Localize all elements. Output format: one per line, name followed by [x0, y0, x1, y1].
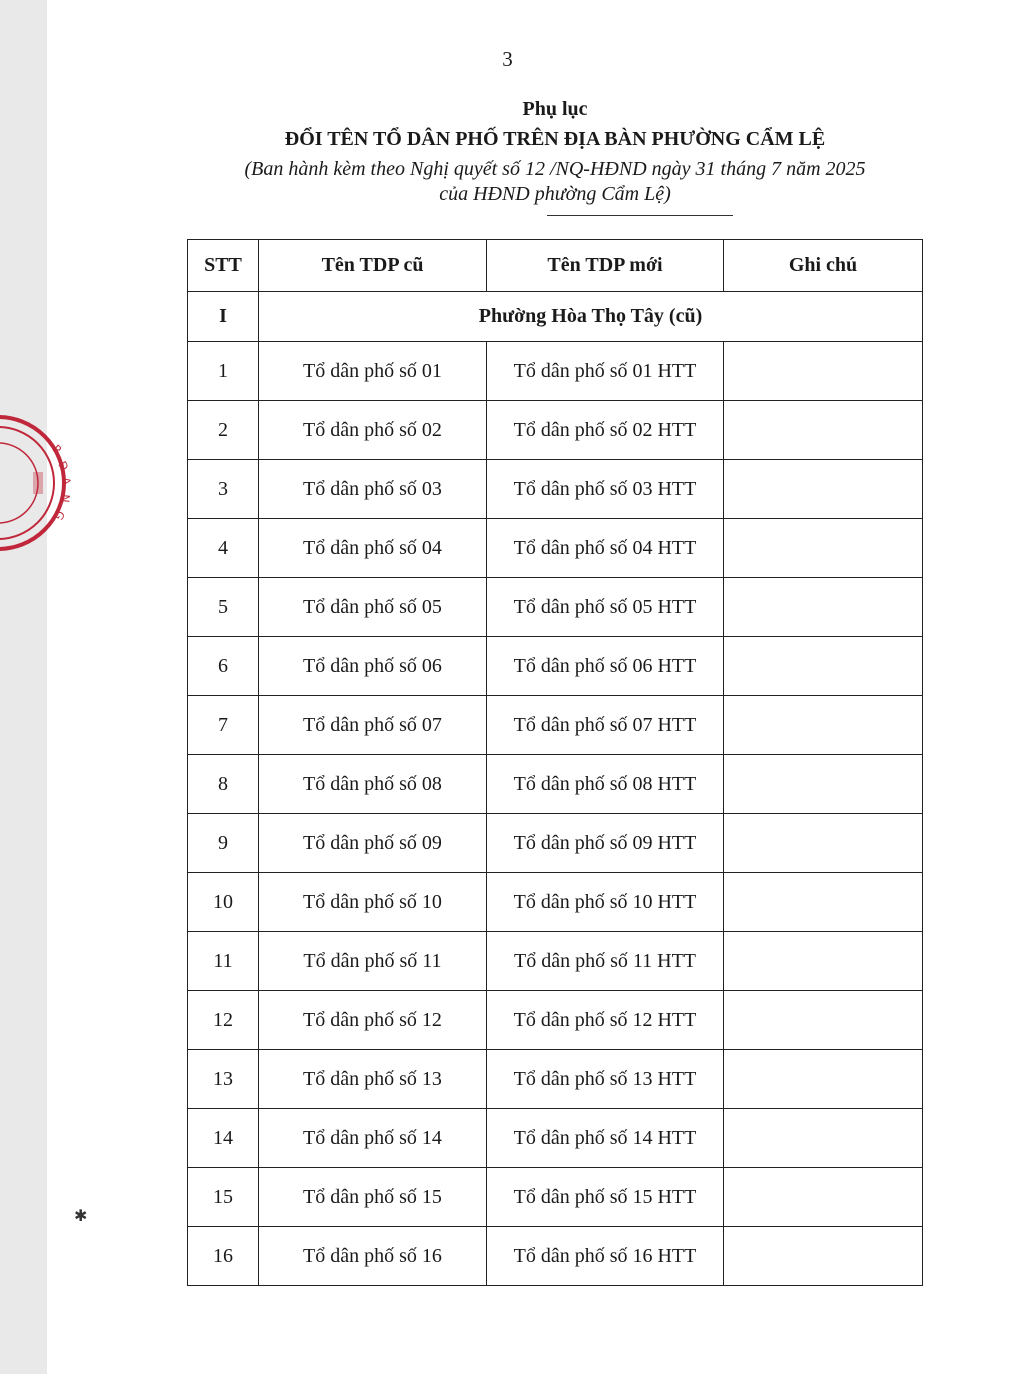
row-stt: 7 [188, 696, 259, 755]
row-old-name: Tổ dân phố số 07 [259, 696, 487, 755]
svg-text:Đ: Đ [55, 459, 71, 473]
row-stt: 8 [188, 755, 259, 814]
row-new-name: Tổ dân phố số 14 HTT [487, 1109, 724, 1168]
row-stt: 6 [188, 637, 259, 696]
row-note [724, 1168, 923, 1227]
header-note: Ghi chú [724, 240, 923, 292]
row-new-name: Tổ dân phố số 15 HTT [487, 1168, 724, 1227]
row-old-name: Tổ dân phố số 06 [259, 637, 487, 696]
appendix-label: Phụ lục [522, 98, 588, 120]
document-subtitle-line2: của HĐND phường Cẩm Lệ) [439, 183, 671, 205]
row-stt: 15 [188, 1168, 259, 1227]
header-stt: STT [188, 240, 259, 292]
row-old-name: Tổ dân phố số 11 [259, 932, 487, 991]
row-note [724, 1227, 923, 1286]
row-stt: 1 [188, 342, 259, 401]
row-stt: 11 [188, 932, 259, 991]
table-row [188, 696, 923, 755]
section-name: Phường Hòa Thọ Tây (cũ) [259, 292, 923, 342]
row-old-name: Tổ dân phố số 08 [259, 755, 487, 814]
table-row [188, 460, 923, 519]
row-new-name: Tổ dân phố số 05 HTT [487, 578, 724, 637]
row-stt: 10 [188, 873, 259, 932]
row-stt: 14 [188, 1109, 259, 1168]
svg-text:G: G [51, 508, 68, 522]
svg-text:N: N [58, 493, 72, 504]
svg-text:A: A [59, 476, 74, 486]
row-old-name: Tổ dân phố số 05 [259, 578, 487, 637]
row-old-name: Tổ dân phố số 09 [259, 814, 487, 873]
row-old-name: Tổ dân phố số 01 [259, 342, 487, 401]
row-old-name: Tổ dân phố số 10 [259, 873, 487, 932]
row-new-name: Tổ dân phố số 16 HTT [487, 1227, 724, 1286]
row-old-name: Tổ dân phố số 14 [259, 1109, 487, 1168]
row-new-name: Tổ dân phố số 13 HTT [487, 1050, 724, 1109]
row-note [724, 519, 923, 578]
row-old-name: Tổ dân phố số 16 [259, 1227, 487, 1286]
row-stt: 5 [188, 578, 259, 637]
row-new-name: Tổ dân phố số 02 HTT [487, 401, 724, 460]
row-old-name: Tổ dân phố số 12 [259, 991, 487, 1050]
row-note [724, 637, 923, 696]
table-row [188, 637, 923, 696]
table-row [188, 1109, 923, 1168]
table-header-row [188, 240, 923, 292]
row-new-name: Tổ dân phố số 12 HTT [487, 991, 724, 1050]
table-row [188, 1168, 923, 1227]
official-seal-icon [0, 408, 90, 558]
row-old-name: Tổ dân phố số 03 [259, 460, 487, 519]
row-old-name: Tổ dân phố số 15 [259, 1168, 487, 1227]
row-note [724, 401, 923, 460]
table-row [188, 814, 923, 873]
row-new-name: Tổ dân phố số 08 HTT [487, 755, 724, 814]
row-note [724, 578, 923, 637]
row-note [724, 932, 923, 991]
row-old-name: Tổ dân phố số 02 [259, 401, 487, 460]
page-number: 3 [502, 47, 513, 71]
header-new-name: Tên TDP mới [487, 240, 724, 292]
row-new-name: Tổ dân phố số 09 HTT [487, 814, 724, 873]
row-stt: 9 [188, 814, 259, 873]
table-row [188, 873, 923, 932]
table-row [188, 1050, 923, 1109]
row-new-name: Tổ dân phố số 10 HTT [487, 873, 724, 932]
table-row [188, 342, 923, 401]
row-note [724, 991, 923, 1050]
table-row [188, 991, 923, 1050]
row-stt: 2 [188, 401, 259, 460]
row-stt: 4 [188, 519, 259, 578]
row-stt: 12 [188, 991, 259, 1050]
row-note [724, 342, 923, 401]
row-stt: 13 [188, 1050, 259, 1109]
row-stt: 3 [188, 460, 259, 519]
row-note [724, 1109, 923, 1168]
table-row [188, 932, 923, 991]
table-row [188, 755, 923, 814]
row-new-name: Tổ dân phố số 01 HTT [487, 342, 724, 401]
table-row [188, 1227, 923, 1286]
row-note [724, 460, 923, 519]
row-note [724, 1050, 923, 1109]
row-note [724, 814, 923, 873]
document-title: ĐỔI TÊN TỔ DÂN PHỐ TRÊN ĐỊA BÀN PHƯỜNG CẨM LỆ [284, 128, 826, 150]
header-old-name: Tên TDP cũ [259, 240, 487, 292]
title-divider [547, 215, 733, 216]
row-new-name: Tổ dân phố số 07 HTT [487, 696, 724, 755]
row-new-name: Tổ dân phố số 03 HTT [487, 460, 724, 519]
table-row [188, 401, 923, 460]
table-row [188, 519, 923, 578]
row-note [724, 873, 923, 932]
row-new-name: Tổ dân phố số 04 HTT [487, 519, 724, 578]
row-new-name: Tổ dân phố số 06 HTT [487, 637, 724, 696]
row-stt: 16 [188, 1227, 259, 1286]
scan-speck-icon: ✱ [74, 1208, 88, 1225]
section-row [188, 292, 923, 342]
row-new-name: Tổ dân phố số 11 HTT [487, 932, 724, 991]
row-note [724, 755, 923, 814]
svg-text:P: P [50, 442, 64, 457]
table-row [188, 578, 923, 637]
document-subtitle-line1: (Ban hành kèm theo Nghị quyết số 12 /NQ-HĐND ngày 31 tháng 7 năm 2025 [244, 158, 866, 180]
row-old-name: Tổ dân phố số 04 [259, 519, 487, 578]
row-old-name: Tổ dân phố số 13 [259, 1050, 487, 1109]
rename-table [187, 239, 923, 1286]
row-note [724, 696, 923, 755]
section-index: I [188, 292, 259, 342]
